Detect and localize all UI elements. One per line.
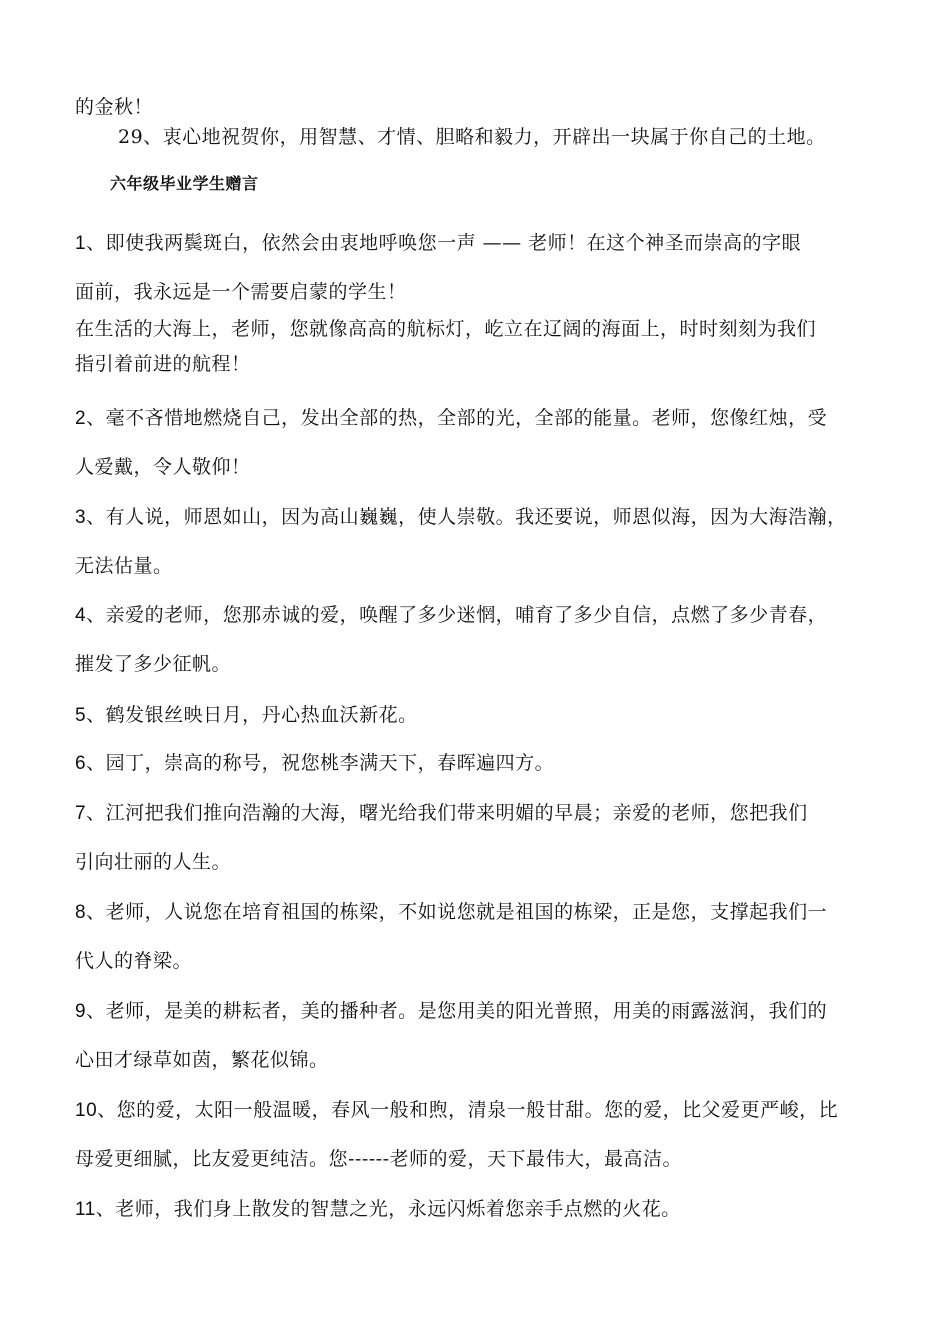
text-line: 在生活的大海上，老师，您就像高高的航标灯，屹立在辽阔的海面上，时时刻刻为我们 [75,318,817,340]
text-line: 的金秋！ [75,96,154,118]
list-item: 7、江河把我们推向浩瀚的大海，曙光给我们带来明媚的早晨；亲爱的老师，您把我们 [75,802,808,824]
list-item: 5、鹤发银丝映日月，丹心热血沃新花。 [75,704,418,726]
text-line: 母爱更细腻，比友爱更纯洁。您------老师的爱，天下最伟大，最高洁。 [75,1148,683,1170]
section-heading: 六年级毕业学生赠言 [110,174,259,193]
list-item: 10、您的爱，太阳一般温暖，春风一般和煦，清泉一般甘甜。您的爱，比父爱更严峻，比 [75,1099,839,1121]
list-item: 8、老师，人说您在培育祖国的栋梁，不如说您就是祖国的栋梁，正是您，支撑起我们一 [75,901,828,923]
text-line: 人爱戴，令人敬仰！ [75,456,251,478]
text-line: 引向壮丽的人生。 [75,851,232,873]
text-line: 无法估量。 [75,555,173,577]
list-item: 4、亲爱的老师，您那赤诚的爱，唤醒了多少迷惘，哺育了多少自信，点燃了多少青春， [75,604,828,626]
list-item: 6、园丁，崇高的称号，祝您桃李满天下，春晖遍四方。 [75,752,555,774]
text-line: 摧发了多少征帆。 [75,653,232,675]
list-item: 2、毫不吝惜地燃烧自己，发出全部的热，全部的光，全部的能量。老师，您像红烛，受 [75,407,828,429]
text-line: 代人的脊梁。 [75,950,193,972]
text-line: 指引着前进的航程！ [75,353,251,375]
text-line: 心田才绿草如茵，繁花似锦。 [75,1049,329,1071]
list-item: 11、老师，我们身上散发的智慧之光，永远闪烁着您亲手点燃的火花。 [75,1198,681,1220]
text-line: 29、衷心地祝贺你，用智慧、才情、胆略和毅力，开辟出一块属于你自己的土地。 [118,126,826,148]
list-item: 3、有人说，师恩如山，因为高山巍巍，使人崇敬。我还要说，师恩似海，因为大海浩瀚， [75,506,847,528]
list-item: 1、即使我两鬓斑白，依然会由衷地呼唤您一声 —— 老师！在这个神圣而崇高的字眼 [75,232,802,254]
text-line: 面前，我永远是一个需要启蒙的学生！ [75,281,407,303]
list-item: 9、老师，是美的耕耘者，美的播种者。是您用美的阳光普照，用美的雨露滋润，我们的 [75,1000,828,1022]
